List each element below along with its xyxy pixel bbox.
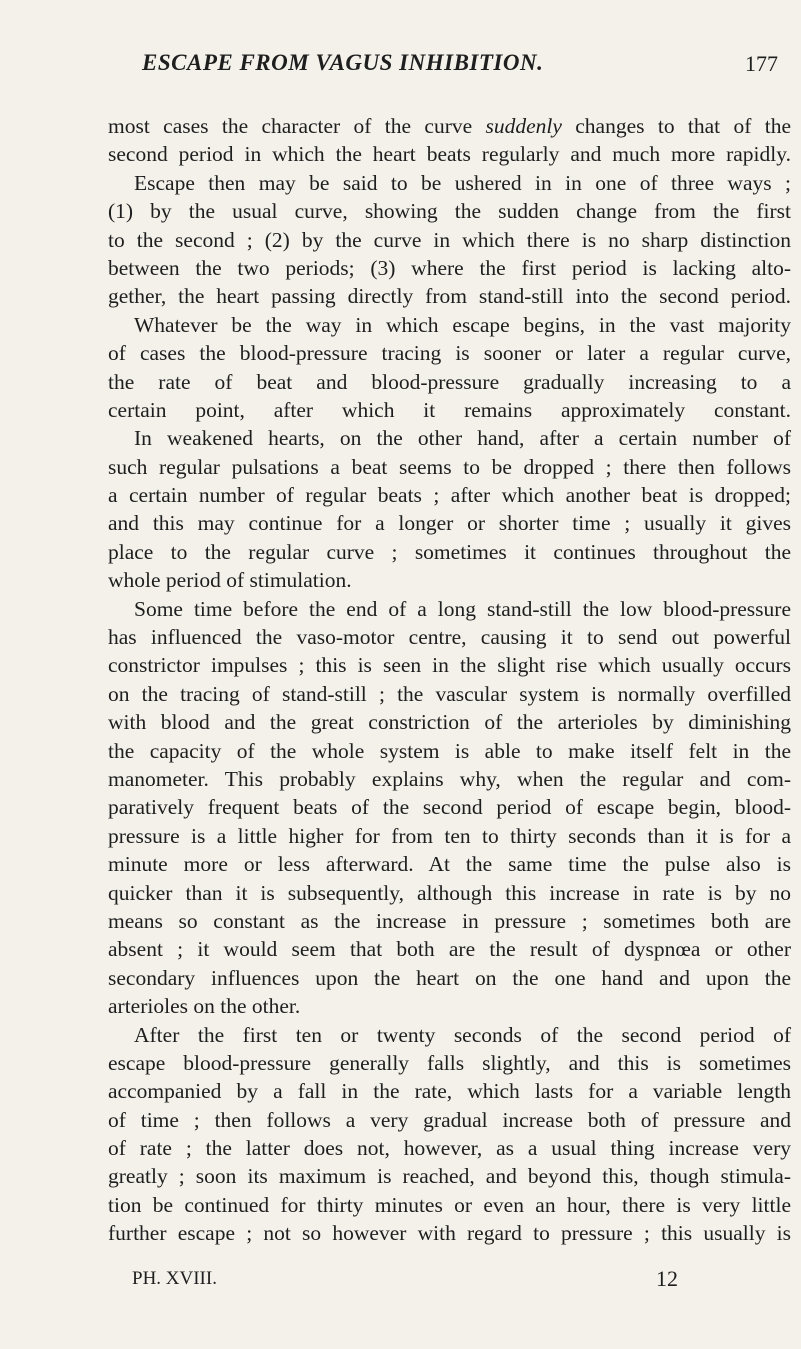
- text-line: quicker than it is subsequently, although this increase in rate is by no: [108, 880, 791, 905]
- text-line: secondary influences upon the heart on the one hand and upon the: [108, 965, 791, 990]
- text-line: of cases the blood-pressure tracing is sooner or later a regular curve,: [108, 341, 791, 366]
- text-line: between the two periods; (3) where the first period is lacking alto-: [108, 255, 791, 280]
- text-line: paratively frequent beats of the second period of escape begin, blood-: [108, 795, 791, 820]
- text-line: In weakened hearts, on the other hand, after a certain number of: [134, 426, 791, 451]
- running-title: ESCAPE FROM VAGUS INHIBITION.: [142, 50, 544, 75]
- body-text: [108, 112, 791, 1248]
- text-line: Whatever be the way in which escape begins, in the vast majority: [134, 312, 791, 337]
- text-line: most cases the character of the curve suddenly changes to that of the: [108, 114, 791, 138]
- text-line: of time ; then follows a very gradual increase both of pressure and: [108, 1107, 791, 1132]
- sheet-number: 12: [656, 1266, 678, 1291]
- text-line: and this may continue for a longer or shorter time ; usually it gives: [108, 511, 791, 536]
- text-line: minute more or less afterward. At the same time the pulse also is: [108, 852, 791, 877]
- text-line: accompanied by a fall in the rate, which lasts for a variable length: [108, 1079, 791, 1104]
- text-line: to the second ; (2) by the curve in which there is no sharp distinction: [108, 227, 791, 252]
- text-line: means so constant as the increase in pressure ; sometimes both are: [108, 908, 791, 933]
- text-line: a certain number of regular beats ; after which another beat is dropped;: [108, 483, 791, 508]
- text-line: the rate of beat and blood-pressure gradually increasing to a: [108, 369, 791, 394]
- text-line: the capacity of the whole system is able to make itself felt in the: [108, 738, 791, 763]
- text-line: Escape then may be said to be ushered in in one of three ways ;: [134, 170, 791, 195]
- text-line: second period in which the heart beats regularly and much more rapidly.: [108, 142, 791, 167]
- text-line: constrictor impulses ; this is seen in the slight rise which usually occurs: [108, 653, 791, 678]
- text-line: has influenced the vaso-motor centre, causing it to send out powerful: [108, 625, 791, 650]
- text-line: After the first ten or twenty seconds of the second period of: [134, 1022, 791, 1047]
- text-line: Some time before the end of a long stand-still the low blood-pressure: [134, 596, 791, 621]
- text-line: arterioles on the other.: [108, 994, 301, 1019]
- text-line: escape blood-pressure generally falls slightly, and this is sometimes: [108, 1050, 791, 1075]
- text-line: gether, the heart passing directly from stand-still into the second period.: [108, 284, 791, 309]
- text-line: place to the regular curve ; sometimes it continues throughout the: [108, 539, 791, 564]
- text-line: (1) by the usual curve, showing the sudden change from the first: [108, 199, 791, 224]
- text-line: manometer. This probably explains why, when the regular and com-: [108, 766, 791, 791]
- text-line: greatly ; soon its maximum is reached, and beyond this, though stimula-: [108, 1164, 791, 1189]
- text-line: absent ; it would seem that both are the result of dyspnœa or other: [108, 937, 791, 962]
- text-line: further escape ; not so however with regard to pressure ; this usually is: [108, 1221, 791, 1246]
- text-line: tion be continued for thirty minutes or even an hour, there is very little: [108, 1192, 791, 1217]
- text-line: pressure is a little higher for from ten to thirty seconds than it is for a: [108, 823, 791, 848]
- signature-mark: PH. XVIII.: [132, 1268, 217, 1289]
- text-line: of rate ; the latter does not, however, as a usual thing increase very: [108, 1136, 791, 1161]
- text-line: with blood and the great constriction of the arterioles by diminishing: [108, 710, 791, 735]
- text-line: whole period of stimulation.: [108, 568, 352, 593]
- text-line: such regular pulsations a beat seems to be dropped ; there then follows: [108, 454, 791, 479]
- text-line: on the tracing of stand-still ; the vascular system is normally overfilled: [108, 681, 791, 706]
- text-line: certain point, after which it remains approximately constant.: [108, 397, 791, 422]
- page-number: 177: [745, 51, 778, 76]
